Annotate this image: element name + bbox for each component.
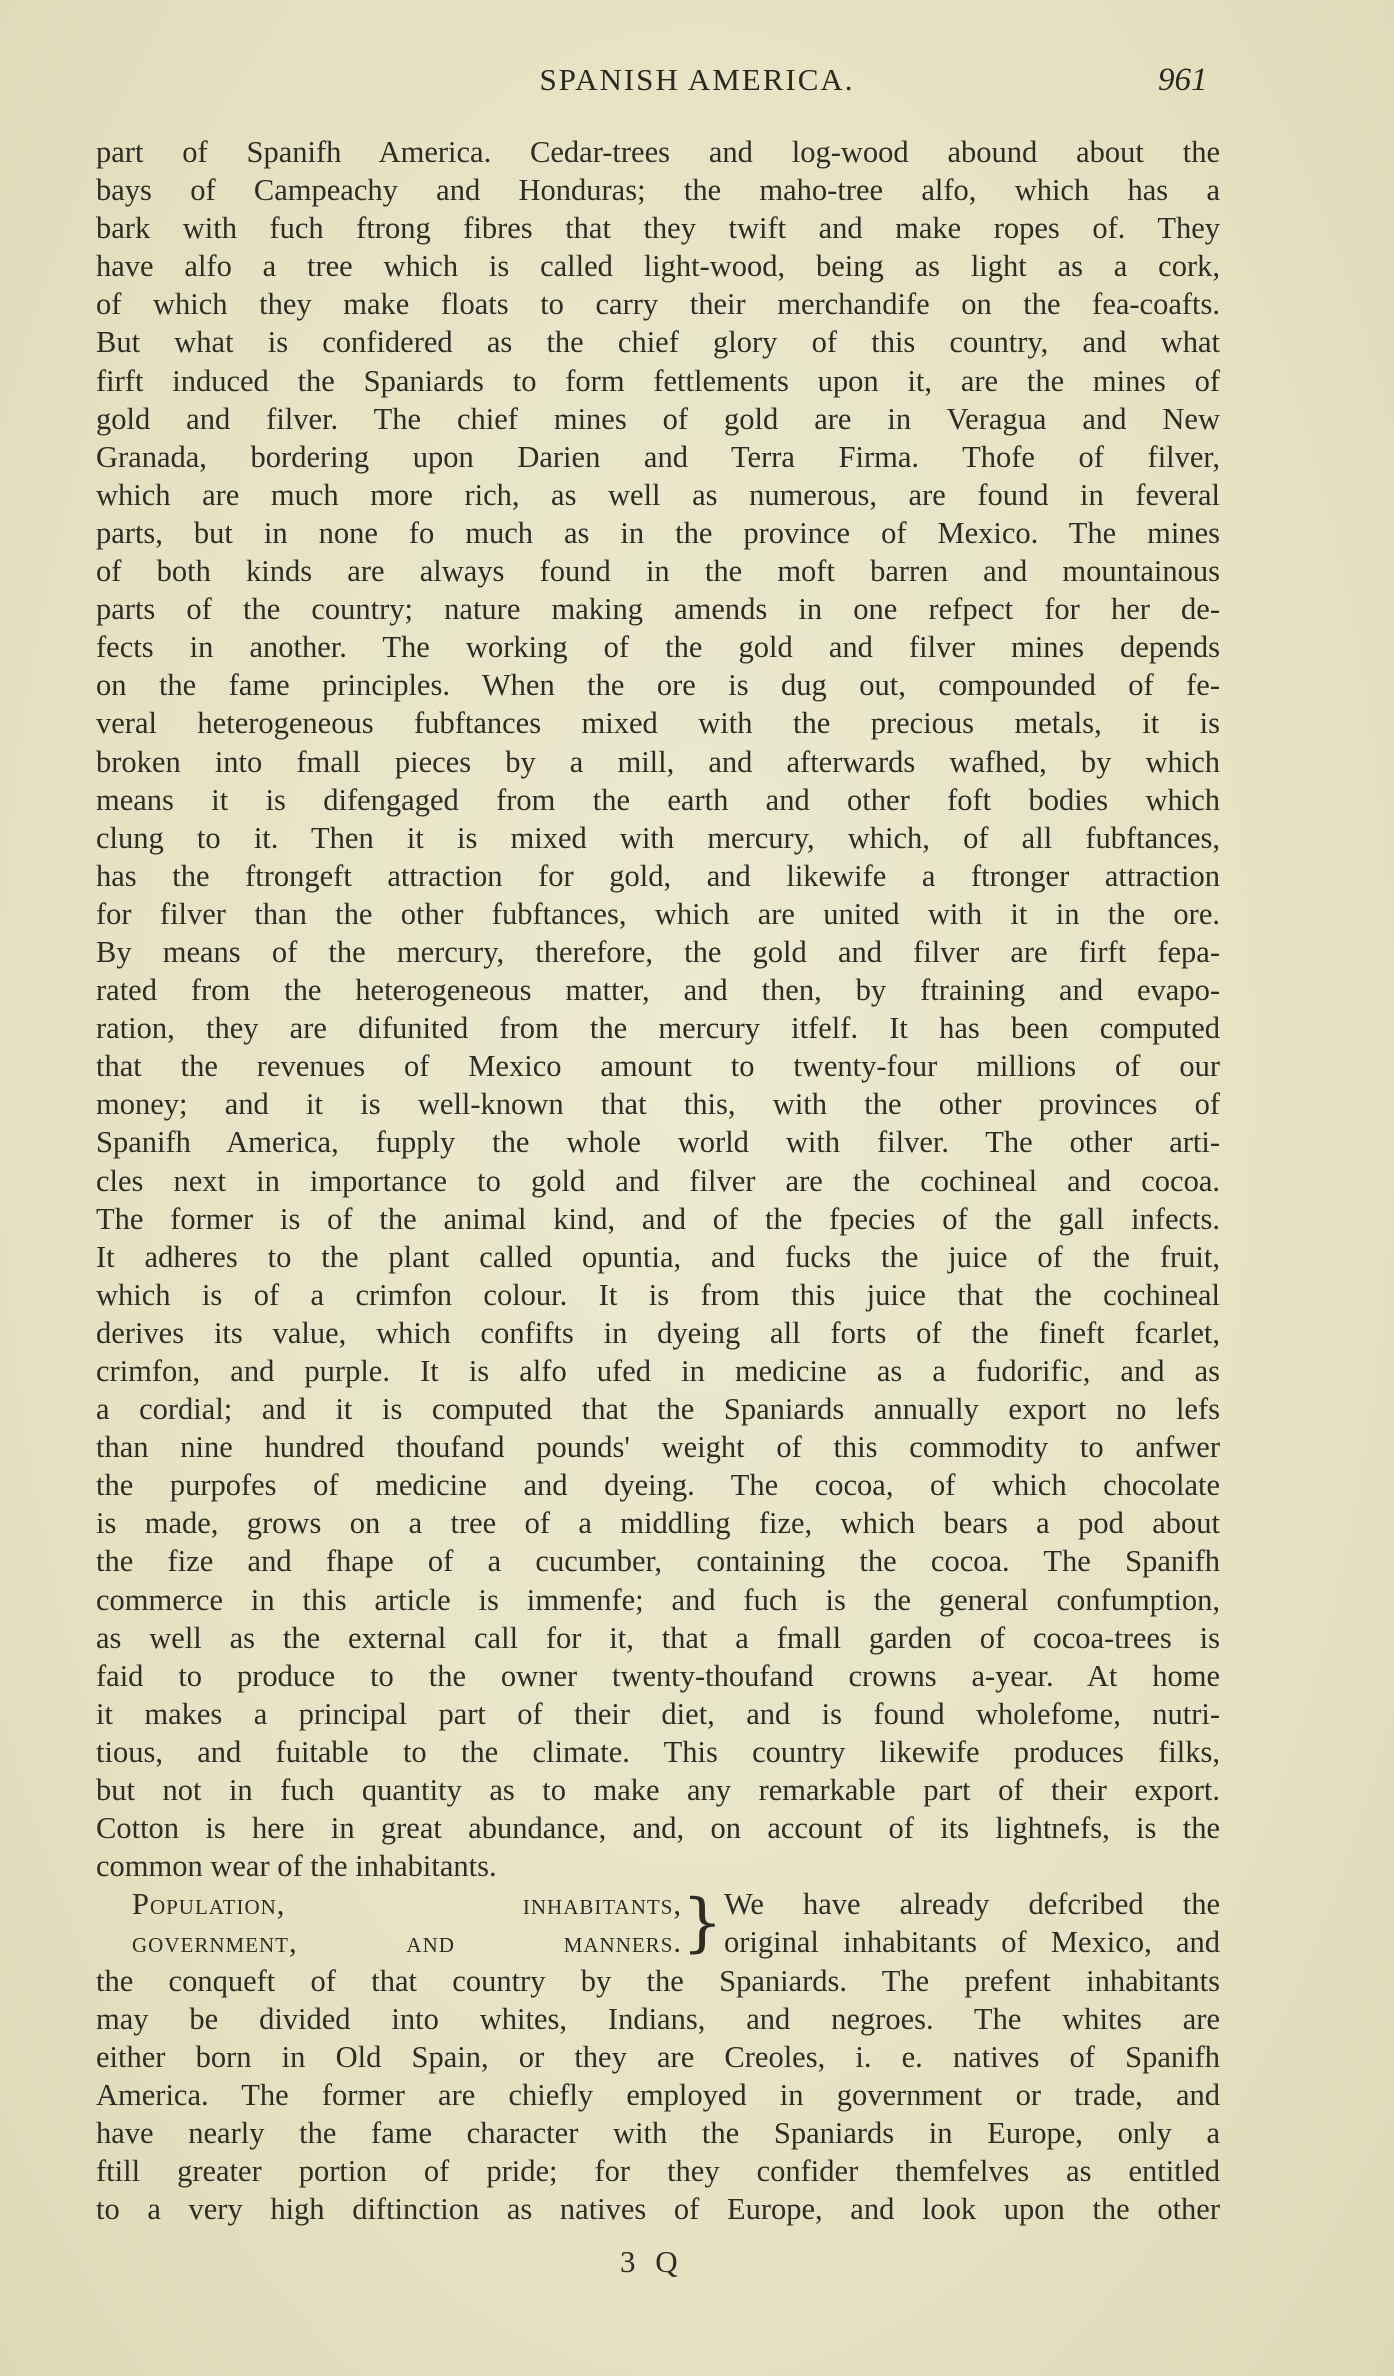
text-line: of which they make floats to carry their merchandife on the fea-coafts.	[96, 287, 1220, 322]
text-line: ration, they are difunited from the mercury itfelf. It has been computed	[96, 1011, 1220, 1046]
text-line: tious, and fuitable to the climate. This country likewife produces filks,	[96, 1734, 1220, 1769]
text-line: money; and it is well-known that this, with the other provinces of	[96, 1087, 1220, 1122]
text-line: it makes a principal part of their diet, and is found wholefome, nutri-	[96, 1696, 1220, 1731]
text-line: gold and filver. The chief mines of gold are in Veragua and New	[96, 401, 1220, 436]
text-line: By means of the mercury, therefore, the gold and filver are firft fepa-	[96, 934, 1220, 969]
text-line: ftill greater portion of pride; for they confider themfelves as entitled	[96, 2153, 1220, 2188]
text-line: have nearly the fame character with the Spaniards in Europe, only a	[96, 2115, 1220, 2150]
text-line: common wear of the inhabitants.	[96, 1849, 497, 1884]
text-line: means it is difengaged from the earth and other foft bodies which	[96, 782, 1220, 817]
text-line: the conqueft of that country by the Spaniards. The prefent inhabitants	[96, 1963, 1220, 1998]
text-line: bays of Campeachy and Honduras; the maho-tree alfo, which has a	[96, 173, 1220, 208]
text-line: America. The former are chiefly employed in government or trade, and	[96, 2077, 1220, 2112]
text-line: broken into fmall pieces by a mill, and afterwards wafhed, by which	[96, 744, 1220, 779]
paragraph-population	[96, 1962, 1220, 2229]
text-line: of both kinds are always found in the moft barren and mountainous	[96, 554, 1220, 589]
signature-mark: 3 Q	[620, 2244, 684, 2279]
text-line: veral heterogeneous fubftances mixed with the precious metals, it is	[96, 706, 1220, 741]
text-line: It adheres to the plant called opuntia, and fucks the juice of the fruit,	[96, 1239, 1220, 1274]
text-line: bark with fuch ftrong fibres that they twift and make ropes of. They	[96, 211, 1220, 246]
page-number: 961	[1158, 62, 1208, 98]
section-opening-line-1: We have already defcribed the	[724, 1887, 1220, 1922]
text-line: commerce in this article is immenfe; and fuch is the general confumption,	[96, 1582, 1220, 1617]
text-line: for filver than the other fubftances, which are united with it in the ore.	[96, 896, 1220, 931]
paragraph-commodities	[96, 133, 1220, 1885]
side-heading	[96, 1885, 682, 1961]
text-line: parts, but in none fo much as in the province of Mexico. The mines	[96, 515, 1220, 550]
text-line: than nine hundred thoufand pounds' weight of this commodity to anfwer	[96, 1430, 1220, 1465]
text-line: firft induced the Spaniards to form fettlements upon it, are the mines of	[96, 363, 1220, 398]
text-line: a cordial; and it is computed that the Spaniards annually export no lefs	[96, 1392, 1220, 1427]
text-line: part of Spanifh America. Cedar-trees and log-wood abound about the	[96, 135, 1220, 169]
text-line: Spanifh America, fupply the whole world with filver. The other arti-	[96, 1125, 1220, 1160]
section-opening-text	[708, 1885, 1220, 1961]
text-line: that the revenues of Mexico amount to twenty-four millions of our	[96, 1049, 1220, 1084]
running-head: SPANISH AMERICA.	[539, 62, 855, 97]
text-line: but not in fuch quantity as to make any remarkable part of their export.	[96, 1773, 1220, 1808]
text-line: either born in Old Spain, or they are Creoles, i. e. natives of Spanifh	[96, 2039, 1220, 2074]
text-line: But what is confidered as the chief glory of this country, and what	[96, 325, 1220, 360]
text-line: is made, grows on a tree of a middling fize, which bears a pod about	[96, 1506, 1220, 1541]
text-line: clung to it. Then it is mixed with mercury, which, of all fubftances,	[96, 820, 1220, 855]
side-heading-line-1: Population, inhabitants,	[132, 1887, 682, 1922]
text-line: derives its value, which confifts in dyeing all forts of the fineft fcarlet,	[96, 1315, 1220, 1350]
body-text	[96, 133, 1220, 2228]
text-line: has the ftrongeft attraction for gold, and likewife a ftronger attraction	[96, 858, 1220, 893]
text-line: crimfon, and purple. It is alfo ufed in medicine as a fudorific, and as	[96, 1354, 1220, 1388]
text-line: faid to produce to the owner twenty-thoufand crowns a-year. At home	[96, 1658, 1220, 1693]
text-line: which is of a crimfon colour. It is from this juice that the cochineal	[96, 1277, 1220, 1312]
text-line: which are much more rich, as well as numerous, are found in feveral	[96, 477, 1220, 512]
text-line: on the fame principles. When the ore is dug out, compounded of fe-	[96, 668, 1220, 703]
side-heading-line-2: government, and manners.	[132, 1925, 682, 1960]
text-line: may be divided into whites, Indians, and negroes. The whites are	[96, 2001, 1220, 2036]
text-line: Cotton is here in great abundance, and, on account of its lightnefs, is the	[96, 1811, 1220, 1846]
text-line: the fize and fhape of a cucumber, containing the cocoa. The Spanifh	[96, 1544, 1220, 1579]
text-line: as well as the external call for it, that a fmall garden of cocoa-trees is	[96, 1620, 1220, 1655]
text-line: the purpofes of medicine and dyeing. The cocoa, of which chocolate	[96, 1468, 1220, 1503]
text-line: have alfo a tree which is called light-wood, being as light as a cork,	[96, 249, 1220, 284]
brace-glyph: }	[682, 1886, 723, 1961]
text-line: The former is of the animal kind, and of the fpecies of the gall infects.	[96, 1201, 1220, 1236]
section-heading-row	[96, 1885, 1220, 1961]
text-line: Granada, bordering upon Darien and Terra Firma. Thofe of filver,	[96, 439, 1220, 474]
text-line: rated from the heterogeneous matter, and then, by ftraining and evapo-	[96, 973, 1220, 1008]
section-opening-line-2: original inhabitants of Mexico, and	[724, 1925, 1220, 1960]
text-line: parts of the country; nature making amends in one refpect for her de-	[96, 592, 1220, 627]
text-line: cles next in importance to gold and filver are the cochineal and cocoa.	[96, 1163, 1220, 1198]
text-line: to a very high diftinction as natives of Europe, and look upon the other	[96, 2192, 1220, 2227]
text-line: fects in another. The working of the gold and filver mines depends	[96, 630, 1220, 665]
